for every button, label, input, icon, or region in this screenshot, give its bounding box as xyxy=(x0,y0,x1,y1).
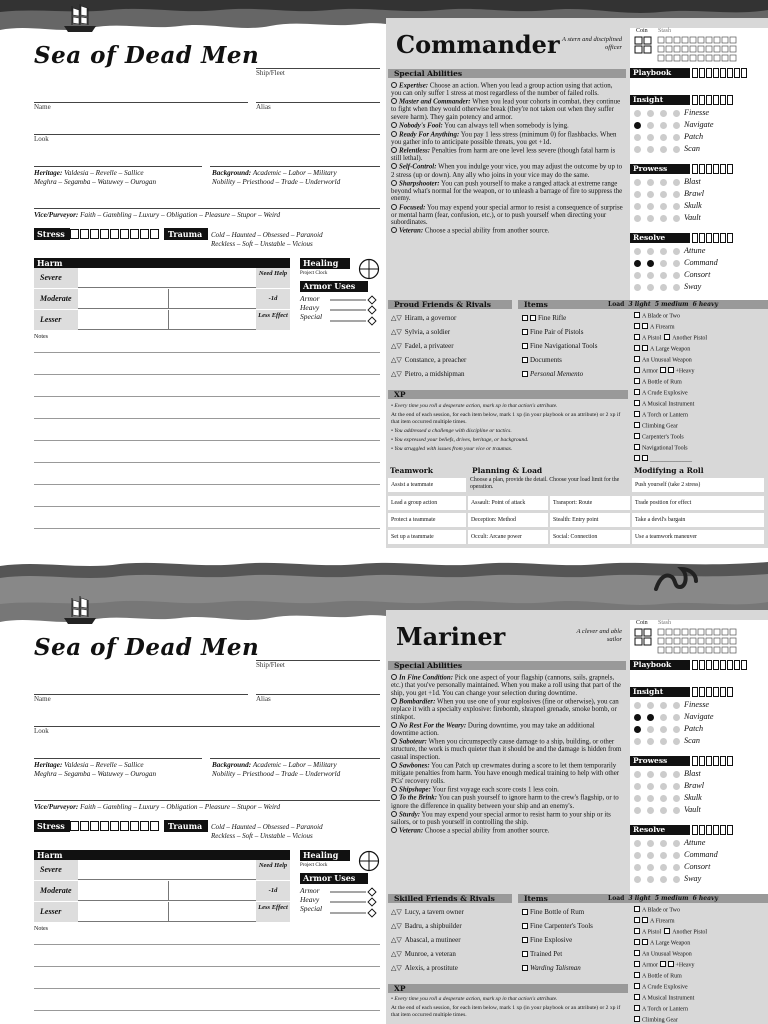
action-finesse[interactable]: Finesse xyxy=(630,108,768,119)
vice-line[interactable] xyxy=(34,208,380,209)
look-line[interactable] xyxy=(34,726,380,727)
item-checkbox[interactable]: Trained Pet xyxy=(522,950,562,958)
playbook-desc: A stern and disciplined officer xyxy=(561,36,622,51)
xp-notes: • Every time you roll a desperate action, mark xp in that action's attribute. At the end of each session, for each item below, mark 1 xp (in your playbook or an attribute) or 2 xp if that item occurred multiple times. • You addressed a challenge with discipline or tactics. • You expressed your beliefs, drives, heritage, or background. • You struggled with issues from your vice or traumas. xyxy=(391,403,621,452)
stress-trauma-bar xyxy=(34,228,380,240)
special-abilities-header: Special Abilities xyxy=(388,69,626,78)
armor-uses-title: Armor Uses xyxy=(300,873,368,884)
friend-item[interactable]: △▽ Hiram, a governor xyxy=(391,314,457,322)
alias-line[interactable] xyxy=(256,694,380,695)
action-navigate[interactable]: Navigate xyxy=(630,120,768,131)
playbook-xp-bar: Playbook xyxy=(630,660,768,670)
action-attune[interactable]: Attune xyxy=(630,246,768,257)
name-line[interactable] xyxy=(34,102,248,103)
ability-item[interactable]: Saboteur: When you circumspectly cause damage to a ship, building, or other structure, the work is much quieter than it should be and the damage is hidden from casual inspection. xyxy=(391,738,622,761)
action-command[interactable]: Command xyxy=(630,850,768,861)
friend-item[interactable]: △▽ Alexis, a prostitute xyxy=(391,964,458,972)
ability-item[interactable]: Relentless: Penalties from harm are one level less severe (though fatal harm is still lethal). xyxy=(391,147,616,163)
action-patch[interactable]: Patch xyxy=(630,132,768,143)
special-abilities-header: Special Abilities xyxy=(388,661,626,670)
name-label: Name xyxy=(34,695,51,703)
action-consort[interactable]: Consort xyxy=(630,862,768,873)
action-vault[interactable]: Vault xyxy=(630,805,768,816)
action-patch[interactable]: Patch xyxy=(630,724,768,735)
friend-item[interactable]: △▽ Fadel, a privateer xyxy=(391,342,454,350)
item-checkbox[interactable]: Fine Explosive xyxy=(522,936,572,944)
stress-label: Stress xyxy=(34,228,70,240)
ability-item[interactable]: Veteran: Choose a special ability from another source. xyxy=(391,227,623,235)
harm-row-moderate[interactable]: Moderate -1d xyxy=(34,289,290,309)
armor-uses-title: Armor Uses xyxy=(300,281,368,292)
xp-notes: • Every time you roll a desperate action, mark xp in that action's attribute. At the end of each session, for each item below, mark 1 xp (in your playbook or an attribute) or 2 xp if that item occurred multiple times. xyxy=(391,996,621,1018)
friend-item[interactable]: △▽ Pietro, a midshipman xyxy=(391,370,465,378)
vice-line[interactable] xyxy=(34,800,380,801)
background-line[interactable] xyxy=(210,758,380,759)
action-finesse[interactable]: Finesse xyxy=(630,700,768,711)
friend-item[interactable]: △▽ Badru, a shipbuilder xyxy=(391,922,462,930)
harm-row-lesser[interactable]: Lesser Less Effect xyxy=(34,310,290,330)
prowess-bar: Prowess xyxy=(630,164,768,174)
commander-abilities xyxy=(391,82,623,236)
healing-clock-icon[interactable] xyxy=(358,258,380,280)
ability-item[interactable]: To the Brink: You can push yourself to ignore harm to the crew's flagship, or to ignore the difference in quality between your ship and an enemy's. xyxy=(391,794,619,810)
action-navigate[interactable]: Navigate xyxy=(630,712,768,723)
game-title: Sea of Dead Men xyxy=(34,634,260,661)
armor-list: Armor Heavy Special xyxy=(300,886,323,913)
ability-item[interactable]: Sawbones: You can Patch up crewmates during a score to let them temporarily mitigate penalties from harm. You have enough medical training to help with other PCs' recovery rolls. xyxy=(391,762,620,785)
sea-serpent-icon xyxy=(652,563,700,591)
reference-grid: Teamwork Planning & Load Modifying a Roll Choose a plan, provide the detail. Choose your load limit for the operation. Assist a teammate Lead a group action Protect a teammate Set up a teammate Assault: Point of attack Deception: Method Occult: Arcane power Transport: Route Stealth: Entry point Social: Connection Push yourself (take 2 stress) Trade position for effect Take a devil's bargain Use a teamwork maneuver xyxy=(388,466,764,546)
armor-list: Armor Heavy Special xyxy=(300,294,323,321)
alias-label: Alias xyxy=(256,103,271,111)
coin-stash: Coin Stash xyxy=(630,28,768,68)
ship-icon xyxy=(60,2,100,34)
alias-line[interactable] xyxy=(256,102,380,103)
item-checkbox[interactable]: Warding Talisman xyxy=(522,964,581,972)
items-header: Items xyxy=(518,894,622,903)
ship-icon xyxy=(60,594,100,626)
load-header: Load 3 light 5 medium 6 heavy xyxy=(604,894,768,903)
notes-label: Notes xyxy=(34,334,48,340)
item-checkbox[interactable]: Fine Rifle xyxy=(522,314,566,322)
stress-track[interactable] xyxy=(70,229,159,239)
action-blast[interactable]: Blast xyxy=(630,177,768,188)
notes-label: Notes xyxy=(34,926,48,932)
vice-block: Vice/Purveyor: Faith – Gambling – Luxury – Obligation – Pleasure – Stupor – Weird xyxy=(34,211,281,219)
action-skulk[interactable]: Skulk xyxy=(630,201,768,212)
friend-item[interactable]: △▽ Munroe, a veteran xyxy=(391,950,456,958)
ability-item[interactable]: Self-Control: When you indulge your vice, you may adjust the outcome by up to 2 stress (up or down). Any ally who joins in your vice may do the same. xyxy=(391,163,623,179)
armor-checkboxes[interactable] xyxy=(330,294,382,330)
ability-item[interactable]: Sturdy: You may expend your special armor to resist harm to your ship or its sailors, or to push yourself in controlling the ship. xyxy=(391,811,611,826)
heritage-block: Heritage: Valdesia – Revelle – Sallice Meghra – Segamba – Watuwey – Ourogan xyxy=(34,761,157,778)
action-consort[interactable]: Consort xyxy=(630,270,768,281)
heritage-block: Heritage: Valdesia – Revelle – Sallice Meghra – Segamba – Watuwey – Ourogan xyxy=(34,169,157,186)
xp-header: XP xyxy=(388,984,628,993)
ability-item[interactable]: In Fine Condition: Pick one aspect of your flagship (cannons, sails, grapnels, etc.) that you've personally maintained. When you make a roll using that part of the ship, you get +1d. You can change your selection during downtime. xyxy=(391,674,621,697)
ability-item[interactable]: Bombardier: When you use one of your explosives (fine or otherwise), you can replace it with a specialty explosive: firebomb, shrapnel grenade, smoke bomb, or stinkpot. xyxy=(391,698,619,721)
trauma-label: Trauma xyxy=(164,228,208,240)
action-brawl[interactable]: Brawl xyxy=(630,781,768,792)
harm-row-moderate[interactable]: Moderate -1d xyxy=(34,881,290,901)
harm-row-severe[interactable]: Severe Need Help xyxy=(34,268,290,288)
action-scan[interactable]: Scan xyxy=(630,736,768,747)
ability-item[interactable]: No Rest For the Weary: During downtime, you may take an additional downtime action. xyxy=(391,722,595,737)
action-brawl[interactable]: Brawl xyxy=(630,189,768,200)
vice-block: Vice/Purveyor: Faith – Gambling – Luxury – Obligation – Pleasure – Stupor – Weird xyxy=(34,803,281,811)
trauma-list: Cold – Haunted – Obsessed – Paranoid Reckless – Soft – Unstable – Vicious xyxy=(211,231,323,248)
action-scan[interactable]: Scan xyxy=(630,144,768,155)
item-checkbox[interactable]: Fine Carpenter's Tools xyxy=(522,922,593,930)
harm-row-severe[interactable]: Severe Need Help xyxy=(34,860,290,880)
commander-sheet: Sea of Dead Men Ship/Fleet Name Alias Look Heritage: Valdesia – Revelle – Sallice Meghra – Segamba – Watuwey – Ourogan Background: Academic – Labor – Military Nobility – Priesthood – Trade – Underworld Vice/Purveyor: Faith – Gambling – Luxury – Obligation – Pleasure – Stupor – Weird Stress Trauma Cold – Haunted – Obsessed – Paranoid Reckless – Soft – Unstable – Vicious Harm Severe Need Help Moderate -1d Lesser Less Effect Healing Project Clock Armor Uses Armor Heavy Special Notes Commander A stern and disciplined officer Coin Stash Special Abilities Expertise: Choose an action. When you lead a group action using that action, you can only suffer 1 stress at most regardless of the number of failed rolls. Master and Commander: When you lead your cohorts in combat, they continue to fight when they would otherwise break (they're not taken out when they suffer severe harm). They gain potency and armor. Nobody's Fool: You can always tell when somebody is lying. Ready For Anything: You pay 1 less stress (minimum 0) for flashbacks. When you gather info to anticipate possible threats, you get +1d. Relentless: Penalties from harm are one level less severe (though fatal harm is still lethal). Self-Control: When you indulge your vice, you may adjust the outcome by up to 2 stress (up or down). Any ally who joins in your vice may do the same. Sharpshooter: You can push yourself to make a ranged attack at extreme range beyond what's normal for the weapon, or to unleash a barrage of fire to suppress the enemy. Focused: You may expend your special armor to resist a consequence of surprise or mental harm (fear, confusion, etc.), or to push yourself when directing your subordinates. Veteran: Choose a special ability from another source. Playbook Insight Finesse Navigate Patch Scan Prowess Blast Brawl Skulk Vault Resolve Attune Command Consort Sway Proud Friends & Rivals Items Load 3 light 5 medium 6 heavy △▽ Hiram, a governor △▽ Sylvia, a soldier △▽ Fadel, a privateer △▽ Constance, a preacher △▽ Pietro, a midshipman Fine Rifle Fine Pair of Pistols Fine Navigational Tools Documents Personal Memento A Blade or Two A Firearm A Pistol Another Pistol A Large Weapon An Unusual Weapon Armor +Heavy A Bottle of Rum A Crude Explosive A Musical Instrument A Torch or Lantern Climbing Gear Carpenter's Tools Navigational Tools ______________ XP • Every time you roll a desperate action, mark xp in that action's attribute. At the end of each session, for each item below, mark 1 xp (in your playbook or an attribute) or 2 xp if that item occurred multiple times. • You addressed a challenge with discipline or tactics. • You expressed your beliefs, drives, heritage, or background. • You struggled with issues from your vice or traumas. Teamwork Planning & Load Modifying a Roll Choose a plan, provide the detail. Choose your load limit for the operation. Assist a teammate Lead a group action Protect a teammate Set up a teammate Assault: Point of attack Deception: Method Occult: Arcane power Transport: Route Stealth: Entry point Social: Connection Push yourself (take 2 stress) Trade position for effect Take a devil's bargain Use a teamwork maneuver xyxy=(0,0,768,560)
healing-clock-icon[interactable] xyxy=(358,850,380,872)
coin-stash-boxes[interactable] xyxy=(634,36,768,66)
action-blast[interactable]: Blast xyxy=(630,769,768,780)
action-command[interactable]: Command xyxy=(630,258,768,269)
item-checkbox[interactable]: Fine Pair of Pistols xyxy=(522,328,583,336)
playbook-xp-bar: Playbook xyxy=(630,68,768,78)
stress-label: Stress xyxy=(34,820,70,832)
stress-trauma-bar xyxy=(34,820,380,832)
friend-item[interactable]: △▽ Sylvia, a soldier xyxy=(391,328,451,336)
action-sway[interactable]: Sway xyxy=(630,874,768,885)
trauma-list: Cold – Haunted – Obsessed – Paranoid Reckless – Soft – Unstable – Vicious xyxy=(211,823,323,840)
stress-track[interactable] xyxy=(70,821,159,831)
friends-header: Proud Friends & Rivals xyxy=(388,300,512,309)
ability-item[interactable]: Sharpshooter: You can push yourself to make a ranged attack at extreme range beyond what's normal for the weapon, or to unleash a barrage of fire to suppress the enemy. xyxy=(391,180,623,203)
coin-stash: Coin Stash xyxy=(630,620,768,660)
harm-title: Harm xyxy=(34,850,290,860)
ship-fleet-label: Ship/Fleet xyxy=(256,69,285,77)
friends-header: Skilled Friends & Rivals xyxy=(388,894,512,903)
harm-title: Harm xyxy=(34,258,290,268)
playbook-title: Commander xyxy=(396,30,560,59)
ability-item[interactable]: Shipshape: Your first voyage each score costs 1 less coin. xyxy=(391,786,623,794)
xp-header: XP xyxy=(388,390,628,399)
ability-item[interactable]: Nobody's Fool: You can always tell when somebody is lying. xyxy=(391,122,623,130)
name-label: Name xyxy=(34,103,51,111)
ability-item[interactable]: Focused: You may expend your special armor to resist a consequence of surprise or mental harm (fear, confusion, etc.), or to push yourself when directing your subordinates. xyxy=(391,204,623,227)
item-checkbox[interactable]: Documents xyxy=(522,356,562,364)
trauma-label: Trauma xyxy=(164,820,208,832)
ability-item[interactable]: Veteran: Choose a special ability from another source. xyxy=(391,827,623,835)
prowess-bar: Prowess xyxy=(630,756,768,766)
action-skulk[interactable]: Skulk xyxy=(630,793,768,804)
background-block: Background: Academic – Labor – Military Nobility – Priesthood – Trade – Underworld xyxy=(212,169,341,186)
ship-fleet-label: Ship/Fleet xyxy=(256,661,285,669)
action-attune[interactable]: Attune xyxy=(630,838,768,849)
look-label: Look xyxy=(34,727,49,735)
heritage-line[interactable] xyxy=(34,166,202,167)
harm-row-lesser[interactable]: Lesser Less Effect xyxy=(34,902,290,922)
background-block: Background: Academic – Labor – Military Nobility – Priesthood – Trade – Underworld xyxy=(212,761,341,778)
playbook-title: Mariner xyxy=(396,622,506,651)
item-checkbox[interactable]: Fine Bottle of Rum xyxy=(522,908,584,916)
mariner-abilities xyxy=(391,674,623,836)
game-title: Sea of Dead Men xyxy=(34,42,260,69)
insight-bar: Insight xyxy=(630,687,768,697)
attributes-panel xyxy=(630,68,768,304)
armor-checkboxes[interactable] xyxy=(330,886,382,922)
friend-item[interactable]: △▽ Abascal, a mutineer xyxy=(391,936,461,944)
insight-bar: Insight xyxy=(630,95,768,105)
resolve-bar: Resolve xyxy=(630,825,768,835)
mariner-sheet: Sea of Dead Men Ship/Fleet Name Alias Look Heritage: Valdesia – Revelle – Sallice Meghra – Segamba – Watuwey – Ourogan Background: Academic – Labor – Military Nobility – Priesthood – Trade – Underworld Vice/Purveyor: Faith – Gambling – Luxury – Obligation – Pleasure – Stupor – Weird Stress Trauma Cold – Haunted – Obsessed – Paranoid Reckless – Soft – Unstable – Vicious Harm Severe Need Help Moderate -1d Lesser Less Effect Healing Project Clock Armor Uses Armor Heavy Special Notes Mariner A clever and able sailor Coin Stash Special Abilities In Fine Condition: Pick one aspect of your flagship (cannons, sails, grapnels, etc.) that you've personally maintained. When you make a roll using that part of the ship, you get +1d. You can change your selection during downtime. Bombardier: When you use one of your explosives (fine or otherwise), you can replace it with a specialty explosive: firebomb, shrapnel grenade, smoke bomb, or stinkpot. No Rest For the Weary: During downtime, you may take an additional downtime action. Saboteur: When you circumspectly cause damage to a ship, building, or other structure, the work is much quieter than it should be and the damage is hidden from casual inspection. Sawbones: You can Patch up crewmates during a score to let them temporarily mitigate penalties from harm. You have enough medical training to help with other PCs' recovery rolls. Shipshape: Your first voyage each score costs 1 less coin. To the Brink: You can push yourself to ignore harm to the crew's flagship, or to ignore the difference in quality between your ship and an enemy's. Sturdy: You may expend your special armor to resist harm to your ship or its sailors, or to push yourself in controlling the ship. Veteran: Choose a special ability from another source. Playbook Insight Finesse Navigate Patch Scan Prowess Blast Brawl Skulk Vault Resolve Attune Command Consort Sway Skilled Friends & Rivals Items Load 3 light 5 medium 6 heavy △▽ Lucy, a tavern owner △▽ Badru, a shipbuilder △▽ Abascal, a mutineer △▽ Munroe, a veteran △▽ Alexis, a prostitute Fine Bottle of Rum Fine Carpenter's Tools Fine Explosive Trained Pet Warding Talisman A Blade or Two A Firearm A Pistol Another Pistol A Large Weapon An Unusual Weapon Armor +Heavy A Bottle of Rum A Crude Explosive A Musical Instrument A Torch or Lantern Climbing Gear XP • Every time you roll a desperate action, mark xp in that action's attribute. At the end of each session, for each item below, mark 1 xp (in your playbook or an attribute) or 2 xp if that item occurred multiple times. xyxy=(0,592,768,1024)
look-label: Look xyxy=(34,135,49,143)
items-header: Items xyxy=(518,300,622,309)
friend-item[interactable]: △▽ Lucy, a tavern owner xyxy=(391,908,464,916)
playbook-desc: A clever and able sailor xyxy=(576,628,622,643)
attributes-panel xyxy=(630,660,768,896)
ability-item[interactable]: Ready For Anything: You pay 1 less stress (minimum 0) for flashbacks. When you gather info to anticipate possible threats, you get +1d. xyxy=(391,131,617,146)
background-line[interactable] xyxy=(210,166,380,167)
load-header: Load 3 light 5 medium 6 heavy xyxy=(604,300,768,309)
alias-label: Alias xyxy=(256,695,271,703)
ability-item[interactable]: Expertise: Choose an action. When you lead a group action using that action, you can only suffer 1 stress at most regardless of the number of failed rolls. xyxy=(391,82,613,98)
action-vault[interactable]: Vault xyxy=(630,213,768,224)
name-line[interactable] xyxy=(34,694,248,695)
action-sway[interactable]: Sway xyxy=(630,282,768,293)
item-checkbox[interactable]: Personal Memento xyxy=(522,370,583,378)
heritage-line[interactable] xyxy=(34,758,202,759)
item-checkbox[interactable]: Fine Navigational Tools xyxy=(522,342,597,350)
coin-stash-boxes[interactable] xyxy=(634,628,768,658)
ability-item[interactable]: Master and Commander: When you lead your cohorts in combat, they continue to fight when they would otherwise break (they're not taken out when they suffer severe harm). They gain potency and armor. xyxy=(391,98,621,121)
friend-item[interactable]: △▽ Constance, a preacher xyxy=(391,356,467,364)
look-line[interactable] xyxy=(34,134,380,135)
resolve-bar: Resolve xyxy=(630,233,768,243)
